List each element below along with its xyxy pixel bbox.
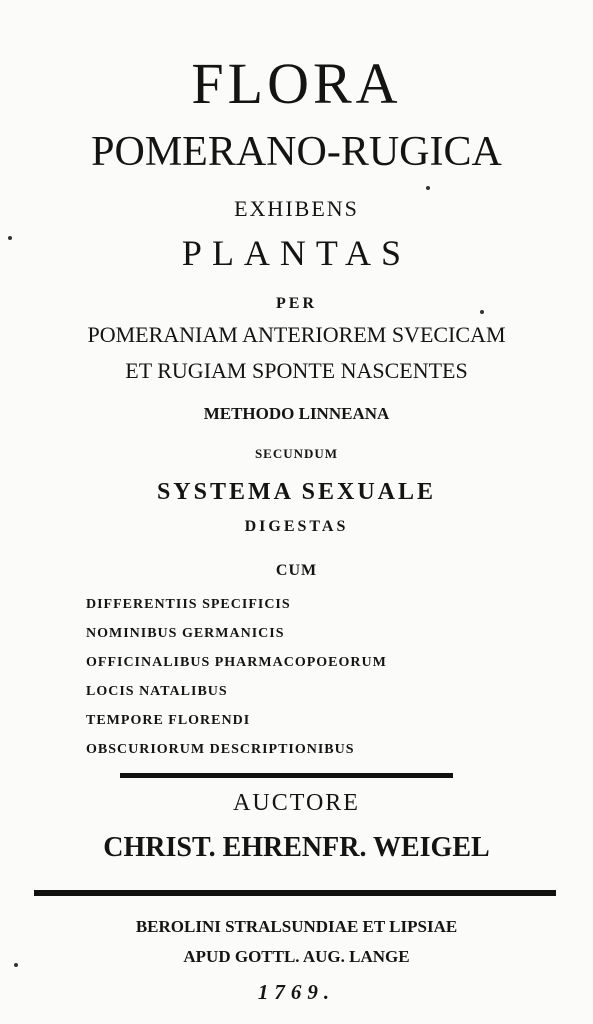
list-item: DIFFERENTIIS SPECIFICIS (86, 597, 291, 612)
divider-rule-wide (34, 890, 556, 896)
imprint-publisher: APUD GOTTL. AUG. LANGE (183, 947, 410, 966)
subtitle-cum: CUM (275, 562, 318, 579)
speck-mark (426, 186, 430, 190)
author-label: AUCTORE (233, 790, 360, 816)
title-pomerano-rugica: POMERANO-RUGICA (91, 129, 502, 175)
speck-mark (8, 236, 12, 240)
imprint-year: 1769. (257, 980, 336, 1004)
list-item: TEMPORE FLORENDI (86, 713, 251, 728)
divider-rule (120, 773, 453, 778)
list-item: LOCIS NATALIBUS (86, 684, 228, 699)
subtitle-methodo: METHODO LINNEANA (203, 404, 390, 423)
subtitle-digestas: DIGESTAS (244, 518, 349, 535)
speck-mark (480, 310, 484, 314)
speck-mark (14, 963, 18, 967)
list-item: OBSCURIORUM DESCRIPTIONIBUS (86, 742, 355, 757)
subtitle-secundum: SECUNDUM (254, 446, 339, 461)
list-item: OFFICINALIBUS PHARMACOPOEORUM (86, 655, 387, 670)
subtitle-plantas: PLANTAS (181, 233, 412, 273)
subtitle-exhibens: EXHIBENS (234, 196, 359, 221)
subtitle-pomeraniam: POMERANIAM ANTERIOREM SVECICAM (87, 322, 506, 347)
subtitle-rugiam: ET RUGIAM SPONTE NASCENTES (125, 358, 468, 383)
author-name: CHRIST. EHRENFR. WEIGEL (103, 832, 490, 863)
subtitle-per: PER (276, 295, 317, 312)
contents-list (86, 590, 387, 764)
list-item: NOMINIBUS GERMANICIS (86, 626, 285, 641)
title-flora: FLORA (191, 51, 402, 116)
subtitle-systema: SYSTEMA SEXUALE (156, 479, 437, 505)
imprint-place: BEROLINI STRALSUNDIAE ET LIPSIAE (135, 917, 458, 936)
